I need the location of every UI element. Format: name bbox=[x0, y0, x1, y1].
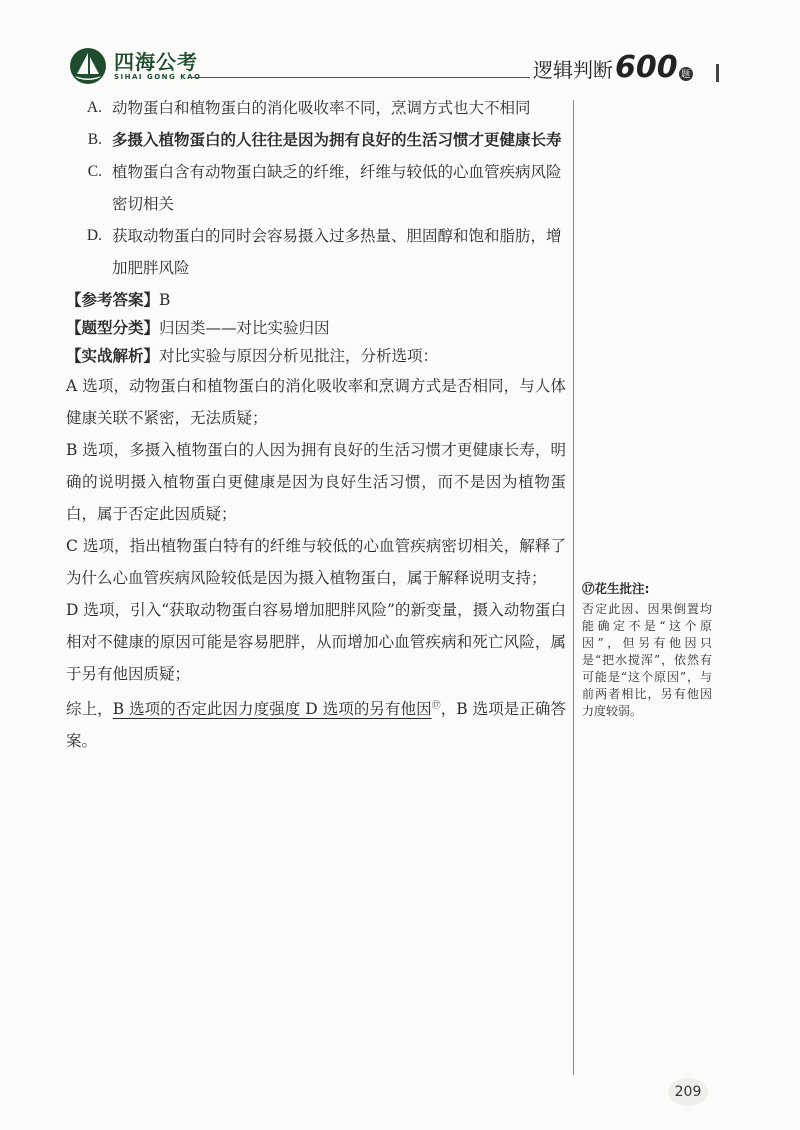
option-letter: A. bbox=[86, 99, 102, 116]
option-letter: C. bbox=[87, 163, 102, 180]
analysis-label: 【实战解析】 bbox=[66, 346, 160, 365]
book-title-number: 600 bbox=[615, 50, 678, 85]
category-line bbox=[66, 314, 566, 342]
analysis-intro: 对比实验与原因分析见批注，分析选项： bbox=[159, 347, 439, 365]
book-title bbox=[533, 50, 693, 85]
header-rule bbox=[190, 77, 530, 78]
analysis-option-b: B 选项，多摄入植物蛋白的人因为拥有良好的生活习惯才更健康长寿，明确的说明摄入植物蛋白更健康是因为良好生活习惯，而不是因为植物蛋白，属于否定此因质疑； bbox=[66, 441, 566, 523]
conclusion-underlined: B 选项的否定此因力度强度 D 选项的另有他因 bbox=[112, 700, 432, 719]
analysis-option-a: A 选项，动物蛋白和植物蛋白的消化吸收率和烹调方式是否相同，与人体健康关联不紧密，无法质疑； bbox=[66, 377, 566, 427]
answer-line bbox=[66, 286, 566, 314]
option-b bbox=[66, 124, 566, 156]
sailboat-logo-icon bbox=[68, 46, 108, 86]
footnote-mark: ⑰ bbox=[431, 701, 441, 711]
analysis-option-d: D 选项，引入“获取动物蛋白容易增加肥胖风险”的新变量，摄入动物蛋白相对不健康的原因可能是容易肥胖，从而增加心血管疾病和死亡风险，属于另有他因质疑； bbox=[66, 601, 566, 683]
analysis-line bbox=[66, 342, 566, 370]
page-number: 209 bbox=[668, 1078, 708, 1106]
conclusion-prefix: 综上， bbox=[66, 700, 113, 719]
analysis-option-c: C 选项，指出植物蛋白特有的纤维与较低的心血管疾病密切相关，解释了为什么心血管疾病风险较低是因为摄入植物蛋白，属于解释说明支持； bbox=[66, 537, 566, 587]
book-title-text: 逻辑判断 bbox=[533, 58, 613, 82]
option-text: 动物蛋白和植物蛋白的消化吸收率不同，烹调方式也大不相同 bbox=[112, 99, 531, 117]
header-accent-bar bbox=[716, 64, 719, 82]
option-text: 植物蛋白含有动物蛋白缺乏的纤维，纤维与较低的心血管疾病风险密切相关 bbox=[112, 163, 562, 213]
page-header bbox=[0, 0, 800, 100]
logo-english-name: SIHAI GONG KAO bbox=[114, 73, 202, 81]
option-c bbox=[66, 156, 566, 220]
option-a bbox=[66, 92, 566, 124]
conclusion-suffix: ，B 选项是正确答案。 bbox=[66, 700, 566, 751]
analysis-conclusion bbox=[66, 690, 566, 757]
publisher-logo bbox=[68, 46, 202, 86]
category-value: 归因类——对比实验归因 bbox=[159, 319, 330, 337]
annotation-body: 否定此因、因果倒置均能确定不是“这个原因”，但另有他因只是“把水搅浑”，依然有可能是“这个原因”，与前两者相比，另有他因力度较弱。 bbox=[582, 602, 712, 718]
annotation-title: ⑰花生批注: bbox=[582, 581, 650, 596]
option-d bbox=[66, 220, 566, 284]
category-label: 【题型分类】 bbox=[66, 318, 160, 337]
margin-divider bbox=[573, 100, 574, 1075]
option-text: 获取动物蛋白的同时会容易摄入过多热量、胆固醇和饱和脂肪，增加肥胖风险 bbox=[112, 227, 562, 277]
book-title-suffix: 题 bbox=[679, 67, 693, 81]
option-letter: B. bbox=[87, 131, 102, 148]
logo-chinese-name: 四海公考 bbox=[114, 50, 198, 74]
option-letter: D. bbox=[86, 227, 102, 244]
answer-label: 【参考答案】 bbox=[66, 290, 160, 309]
main-content bbox=[66, 92, 566, 757]
answer-value: B bbox=[159, 291, 171, 309]
margin-annotation bbox=[582, 580, 712, 720]
option-text: 多摄入植物蛋白的人往往是因为拥有良好的生活习惯才更健康长寿 bbox=[112, 130, 562, 149]
